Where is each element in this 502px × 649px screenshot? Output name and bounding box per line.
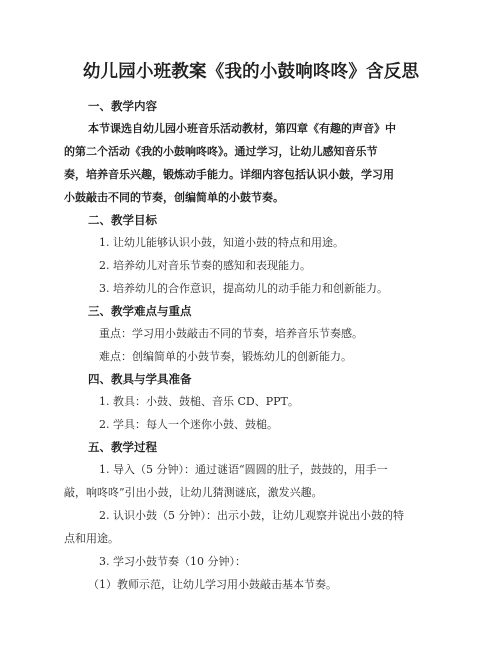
list-item: 2. 培养幼儿对音乐节奏的感知和表现能力。	[99, 259, 311, 272]
paragraph-line: 1. 导入（5 分钟）：通过谜语“圆圆的肚子，鼓鼓的，用手一	[99, 463, 388, 476]
paragraph-line: 2. 认识小鼓（5 分钟）：出示小鼓，让幼儿观察并说出小鼓的特	[99, 509, 404, 522]
section-heading-process: 五、教学过程	[88, 440, 157, 454]
paragraph-line: 小鼓敲击不同的节奏，创编简单的小鼓节奏。	[64, 191, 284, 204]
list-item: 难点：创编简单的小鼓节奏，锻炼幼儿的创新能力。	[99, 350, 352, 363]
list-item: 3. 培养幼儿的合作意识，提高幼儿的动手能力和创新能力。	[99, 282, 388, 295]
paragraph-line: 奏，培养音乐兴趣，锻炼动手能力。详细内容包括认识小鼓，学习用	[64, 168, 394, 181]
list-item: 2. 学具：每人一个迷你小鼓、鼓槌。	[99, 418, 278, 431]
paragraph-line: 3. 学习小鼓节奏（10 分钟）：	[99, 555, 246, 568]
list-item: 1. 教具：小鼓、鼓槌、音乐 CD、PPT。	[99, 395, 299, 408]
paragraph-line: （1）教师示范，让幼儿学习用小鼓敲击基本节奏。	[88, 578, 337, 591]
paragraph-line: 点和用途。	[64, 532, 119, 545]
section-heading-objectives: 二、教学目标	[88, 213, 157, 227]
list-item: 重点：学习用小鼓敲击不同的节奏，培养音乐节奏感。	[99, 327, 363, 340]
list-item: 1. 让幼儿能够认识小鼓，知道小鼓的特点和用途。	[99, 236, 344, 249]
section-heading-materials: 四、教具与学具准备	[88, 372, 192, 386]
section-heading-key-points: 三、教学难点与重点	[88, 304, 192, 318]
paragraph-line: 的第二个活动《我的小鼓响咚咚》。通过学习，让幼儿感知音乐节	[64, 145, 378, 158]
paragraph-line: 本节课选自幼儿园小班音乐活动教材，第四章《有趣的声音》中	[88, 122, 396, 135]
document-title: 幼儿园小班教案《我的小鼓响咚咚》含反思	[82, 62, 420, 82]
paragraph-line: 敲，响咚咚”引出小鼓，让幼儿猜测谜底，激发兴趣。	[64, 486, 323, 499]
section-heading-content: 一、教学内容	[88, 99, 157, 113]
